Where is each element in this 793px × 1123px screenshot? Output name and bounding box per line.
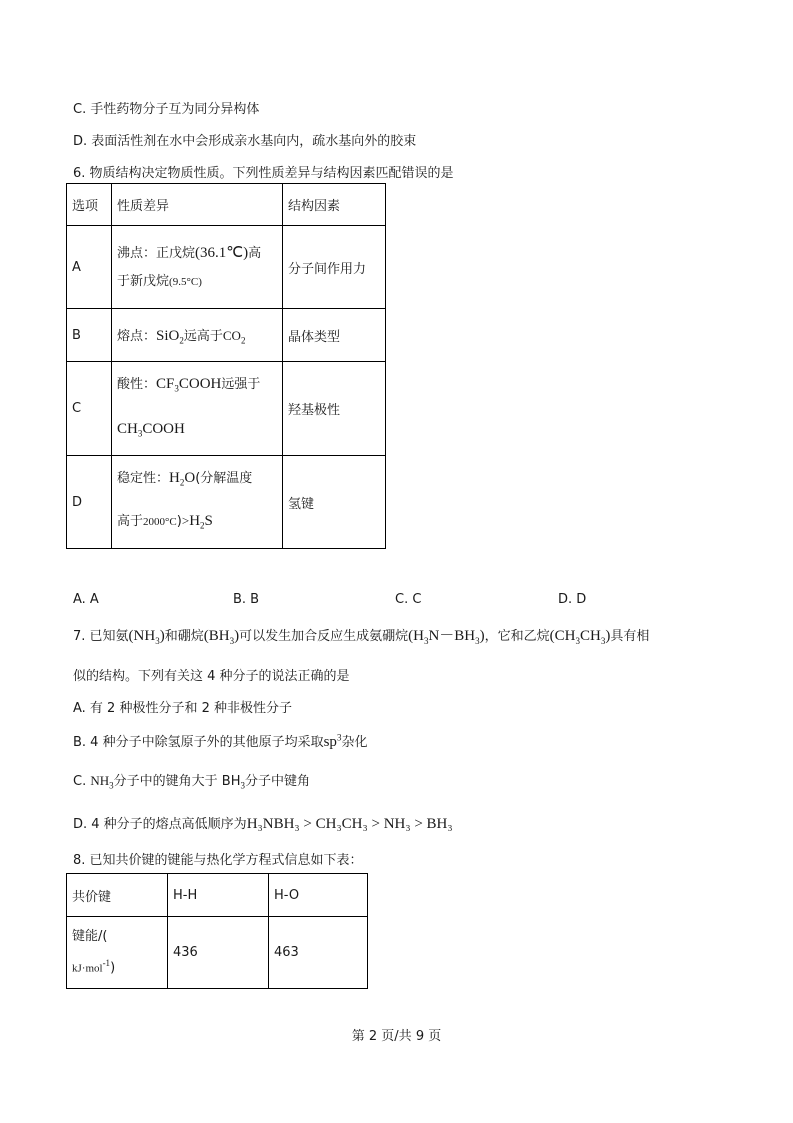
property-d: 稳定性：$H_2O$(分解温度 高于$2000^\circ C)>H_2S$ [112, 456, 283, 549]
q7-option-b: B. 4 种分子中除氢原子外的其他原子均采取$sp^3$杂化 [73, 732, 368, 750]
choice-d[interactable]: D. D [558, 592, 587, 607]
option-c: C [67, 362, 112, 456]
question-7-line2: 似的结构。下列有关这 4 种分子的说法正确的是 [73, 669, 350, 684]
factor-b: 晶体类型 [283, 309, 386, 362]
header-option: 选项 [67, 184, 112, 226]
label-bond-energy: 键能/( kJ·mol$^{-1}$) [67, 917, 168, 989]
option-b: B [67, 309, 112, 362]
factor-c: 羟基极性 [283, 362, 386, 456]
header-factor: 结构因素 [283, 184, 386, 226]
table-row [67, 362, 386, 456]
value-hh: 436 [168, 917, 269, 989]
value-ho: 463 [269, 917, 368, 989]
option-d-text: D. 表面活性剂在水中会形成亲水基向内，疏水基向外的胶束 [73, 134, 417, 149]
table-row [67, 226, 386, 309]
property-b: 熔点：SiO$_2$远高于$CO_2$ [112, 309, 283, 362]
header-property: 性质差异 [112, 184, 283, 226]
table-row [67, 309, 386, 362]
table-row [67, 917, 368, 989]
property-a: 沸点：正戊烷(36.1℃)高 于新戊烷(9.5°C) [112, 226, 283, 309]
q7-option-c: C. $NH_3$分子中的键角大于 $BH_3$分子中键角 [73, 773, 310, 791]
q6-table [66, 183, 386, 549]
option-a: A [67, 226, 112, 309]
choice-a[interactable]: A. A [73, 592, 99, 607]
q7-option-a: A. 有 2 种极性分子和 2 种非极性分子 [73, 701, 293, 716]
factor-d: 氢键 [283, 456, 386, 549]
question-6: 6. 物质结构决定物质性质。下列性质差异与结构因素匹配错误的是 [73, 166, 454, 181]
page-footer: 第 2 页/共 9 页 [351, 1029, 442, 1044]
q7-option-d: D. 4 种分子的熔点高低顺序为H₃NBH₃ > CH₃CH₃ > NH₃ > BH₃ [73, 816, 453, 832]
q8-table [66, 873, 368, 989]
q6-choices [73, 592, 713, 610]
question-7: 7. 已知氨$(NH_3)$和硼烷$(BH_3)$可以发生加合反应生成氨硼烷$(H_3N-BH_3)$，它和乙烷$(CH_3CH_3)$具有相 [73, 628, 650, 646]
header-hh: H-H [168, 874, 269, 917]
header-bond: 共价键 [67, 874, 168, 917]
factor-a: 分子间作用力 [283, 226, 386, 309]
table-row [67, 456, 386, 549]
property-c: 酸性：$CF_3COOH$远强于 $CH_3COOH$ [112, 362, 283, 456]
option-c-text: C. 手性药物分子互为同分异构体 [73, 102, 260, 117]
choice-c[interactable]: C. C [395, 592, 422, 607]
header-ho: H-O [269, 874, 368, 917]
choice-b[interactable]: B. B [233, 592, 260, 607]
option-d: D [67, 456, 112, 549]
question-8: 8. 已知共价键的键能与热化学方程式信息如下表： [73, 853, 363, 868]
